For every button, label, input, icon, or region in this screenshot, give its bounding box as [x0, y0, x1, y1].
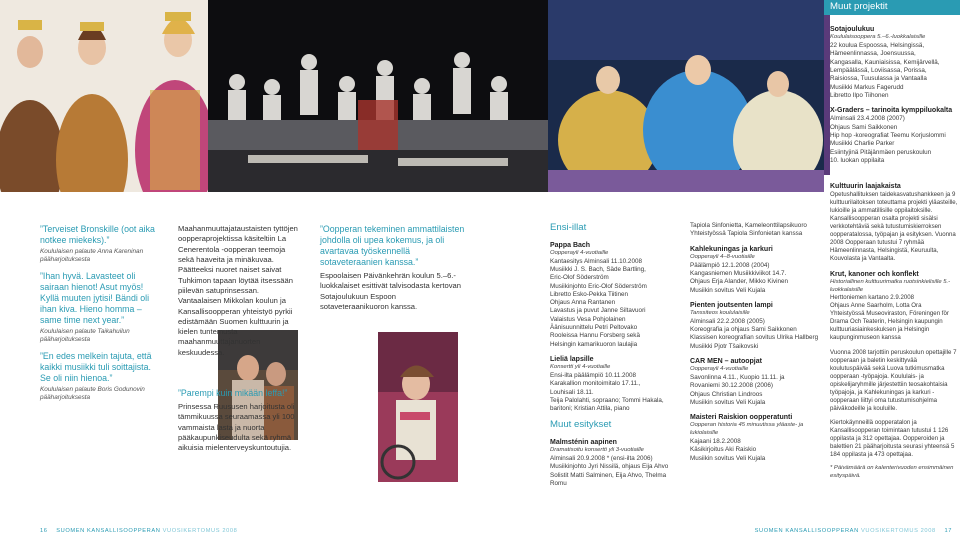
- photo-sleeping-beauty-stage: [548, 0, 824, 192]
- production-details: Tapiola Sinfonietta, Kameleonttilapsikuoro Yhteistyössä Tapiola Sinfonietan kanssa: [690, 222, 807, 238]
- footer-report: VUOSIKERTOMUS 2008: [860, 528, 936, 535]
- production-title: Malmsténin aapinen: [550, 439, 617, 447]
- quote-source: Koululaisen palaute Taikahuilun pääharjoituksesta: [40, 327, 130, 344]
- ensi-illat-heading: Ensi-illat: [550, 222, 587, 233]
- production-title: Pienten joutsenten lampi: [690, 301, 773, 309]
- production-title: Maisteri Raiskion oopperatunti: [690, 414, 793, 422]
- photo-stage-chorus: [208, 0, 548, 192]
- page-number: 17: [944, 528, 952, 535]
- production-subtitle: Tanssiteos koululaisille: [690, 310, 750, 317]
- production-lieliä-lapsille: [550, 355, 680, 414]
- project-teacher-training: [830, 349, 958, 413]
- left-footer: [40, 528, 237, 536]
- project-subtitle: Koululaisooppera 5.–6.-luokkalaisille: [830, 34, 926, 41]
- veterans-column: [320, 224, 466, 312]
- cinderella-text-column: [178, 224, 300, 358]
- quote-1: [40, 224, 164, 265]
- footer-report: VUOSIKERTOMUS 2008: [162, 528, 238, 535]
- project-title: X-Graders – tarinoita kymppiluokalta: [830, 107, 953, 115]
- banner-muut-projektit: [824, 0, 960, 15]
- production-details: Alminsali 22.2.2008 (2005) Koreografia ja ohjaus Sami Saikkonen Klassisen koreografian sovitus Ulrika Hallberg Musiikki Pjotr Tšaikovski: [690, 317, 819, 350]
- production-pappa-bach: [550, 241, 680, 349]
- project-sotajoulukuu: [830, 25, 956, 100]
- production-details: Savonlinna 4.11., Kuopio 11.11. ja Rovaniemi 30.12.2008 (2006) Ohjaus Christian Lindroos Musiikin sovitus Veli Kujala: [690, 374, 785, 406]
- production-details: Kantaesitys Alminsali 11.10.2008 Musiikki J. S. Bach, Säde Bartling, Eric-Olof Söderström Musiikinjohto Eric-Olof Söderström Libretto Esko-Pekka Tiitinen Ohjaus Anna Rantanen Lavastus ja puvut Janne Siltavuori Valaistus Vesa Pohjolainen Äänisuunnittelu Petri Peltovako Rooleissa Hannu Forsberg sekä Helsingin kamarikuoron laulajia: [550, 257, 647, 348]
- projects-col-bottom: [830, 182, 958, 480]
- production-title: Kahlekuningas ja karkuri: [690, 245, 773, 253]
- project-title: Sotajoulukuu: [830, 26, 875, 33]
- production-details: Alminsali 20.9.2008 * (ensi-ilta 2006) Musiikinjohto Jyri Nissilä, ohjaus Eija Ahvo Solistit Matti Salminen, Eija Ahvo, Thelma Romu: [550, 455, 669, 487]
- project-details: Opetushallituksen taidekasvatushankkeen ja 9 kulttuurilaitoksen toteuttama projekti yläasteille, lukioille ja ammatillisille oppilaitoksille. Kansallisoopperan osalta projekti sisälsi verkkotehtäviä sekä tutustumiskierroksen oopperatalossa, työpajan ja esityksen. Vuonna 2008 Oopperaan tutustui 7 ryhmää Hämeenlinnasta, Helsingistä, Keuruulta, Kouvolasta ja Vantaalta.: [830, 191, 958, 263]
- production-oopperatunti: [690, 413, 820, 463]
- production-title: Lieliä lapsille: [550, 355, 594, 363]
- production-subtitle: Oopperayli 4-vuotiaille: [550, 249, 609, 256]
- movie-quote: ”Parempi kuin mikään leffa!”: [178, 388, 288, 398]
- footer-publisher: SUOMEN KANSALLISOOPPERAN: [56, 528, 161, 535]
- production-details: Ensi-ilta päälämpiö 10.11.2008 Karakallion monitoimitalo 17.11., Louhisali 18.11. Teija Palolahti, sopraano; Tommi Hakala, baritoni; Kristian Attila, piano: [550, 371, 664, 413]
- project-details: 22 koulua Espoossa, Helsingissä, Hämeenlinnassa, Joensuussa, Kangasalla, Kauniaisissa, Kemijärvellä, Lempäälässä, Loviisassa, Porissa, Raisiossa, Tuusulassa ja Vantaalla Musiikki Markus Fagerudd Libretto Ilpo Tiihonen: [830, 42, 940, 99]
- production-subtitle: Oopperayli 4–8-vuotiaille: [690, 253, 755, 260]
- project-details: Herttoniemen kartano 2.9.2008 Ohjaus Anne Saarholm, Lotta Ora Yhteistyössä Museoviraston, Föreningen för Drama Och Teaterin, Helsingin kaupungin kulttuuriasiainkeskuksen ja Helsingin kaupunginmuseon kanssa: [830, 294, 949, 342]
- quote-source: Koululaisen palaute Anna Kareninan pääharjoituksesta: [40, 247, 144, 264]
- movie-quote-column: [178, 388, 300, 454]
- quote-text: ”En edes melkein tajuta, että kaikki musiikki tuli soittajista. Se oli niin hienoa.”: [40, 350, 152, 383]
- quote-text: ”Terveiset Bronskille (oot aika notkee miekeks).”: [40, 224, 155, 245]
- right-footer: [755, 528, 952, 536]
- quotes-column: [40, 224, 164, 409]
- project-x-graders: [830, 106, 956, 165]
- production-details: Kajaani 18.2.2008 Käsikirjoitus Aki Raiskio Musiikin sovitus Veli Kujala: [690, 438, 766, 462]
- project-laajakaista: [830, 182, 958, 264]
- project-subtitle: Historiallinen kulttuurimatka ruotsinkielisille 5.-luokkalaisille: [830, 278, 951, 293]
- productions-column-2: [690, 222, 820, 469]
- production-subtitle: Konsertti yli 4-vuotiaille: [550, 364, 611, 371]
- production-joutsenten-lampi: [690, 301, 820, 351]
- production-title: Pappa Bach: [550, 241, 591, 249]
- muut-esitykset-heading: Muut esitykset: [550, 419, 612, 431]
- production-subtitle: Oopperayli 4-vuotiaille: [690, 366, 749, 373]
- production-subtitle: Dramatisoitu konsertti yli 3-vuotiaille: [550, 447, 644, 454]
- quote-2: [40, 271, 164, 345]
- footer-publisher: SUOMEN KANSALLISOOPPERAN: [754, 528, 859, 535]
- project-title: Krut, kanoner och konflekt: [830, 270, 919, 278]
- production-title: CAR MEN – autoopjat: [690, 358, 762, 365]
- projects-col-top: [830, 25, 956, 171]
- project-details: Kiertokäynneillä oopperatalon ja Kansallisoopperan toimintaan tutustui 1 126 oppilasta ja 312 opettajaa. Oopperoiden ja balettien 21 pääharjoitusta seurasi yhteensä 5 184 oppilasta ja 473 opettajaa.: [830, 418, 955, 458]
- production-tapiola: [690, 222, 820, 239]
- ensi-illat-column: [550, 222, 680, 494]
- project-details: Alminsali 23.4.2008 (2007) Ohjaus Sami Saikkonen Hip hop -koreografiat Teemu Korjuslommi Musiikki Charlie Parker Esiintyjinä Pitäjänmäen peruskoulun 10. luokan oppilaita: [830, 115, 946, 164]
- quote-3: [40, 351, 164, 403]
- project-title: Kulttuurin laajakaista: [830, 183, 901, 190]
- production-malmstenin-aapinen: [550, 438, 680, 488]
- production-kahlekuningas: [690, 245, 820, 295]
- sleeping-beauty-paragraph: Prinsessa Ruususen harjoitusta oli tämmikuussa seuraamassa yli 100 vammaista lasta ja nuorta pääkaupunkiseudulta sekä ryhmä aikuisia mielenterveyskuntoutujia.: [178, 401, 295, 453]
- quote-source: Koululaisen palaute Boris Godunovin pääharjoituksesta: [40, 385, 145, 402]
- veterans-quote: ”Oopperan tekeminen ammattilaisten johdolla oli upea kokemus, ja oli avartavaa työskennellä sotaveteraanien kanssa.”: [320, 224, 465, 267]
- veterans-paragraph: Espoolaisen Päivänkehrän koulun 5.–6.-luokkalaiset esittivät talvisodasta kertovan Sotajoulukuun Espoon sotaveteraanikuoron kanssa.: [320, 270, 461, 311]
- production-details: Päälämpiö 12.1.2008 (2004) Kangasniemen Musiikkiviikot 14.7. Ohjaus Erja Alander, Mikko Kivinen Musiikin sovitus Veli Kujala: [690, 261, 789, 294]
- production-car-men: [690, 357, 820, 407]
- page-number: 16: [40, 528, 48, 535]
- banner-title: Muut projektit: [830, 1, 888, 12]
- photo-costumed-girls: [0, 0, 208, 192]
- quote-text: ”Ihan hyvä. Lavasteet oli sairaan hienot! Asut myös! Kyllä muuten jytisi! Bändi oli ihan kiva. Hieno homma – same time next year.”: [40, 270, 150, 325]
- cinderella-paragraph: Maahanmuuttajataustaisten tyttöjen oopperaprojektissa käsiteltiin La Cenerentola -oopperan teemoja sekä haaveita ja minäkuvaa. Päätteeksi nuoret naiset saivat Tuhkimon tapaan löytää itsessään piilevän satuprinsessan. Vantaalaisen Mikkolan koulun ja Kansallisoopperan yhteistyö pyrkii edistämään Suomen kulttuurin ja kielen tuntemusta maahanmuuttajanuorten keskuudessa.: [178, 224, 298, 357]
- project-krut-kanoner: [830, 270, 958, 343]
- production-subtitle: Oopperan historia 45 minuutissa yläaste- ja lukiolaisille: [690, 422, 804, 437]
- project-details: Vuonna 2008 tarjottiin peruskoulun opettajille 7 oopperaan ja baletin keskittyvää koulutuspäivää sekä Luova tutkimusmatka oopperaan -työpajoja. Koululais- ja opiskelijaryhmille järjestettiin teosakohtaisia työpajoja, ja Kahlekuningas ja karkuri -oopperaan liittyi oma tutustumisohjelma päiväkodeille ja kouluille.: [830, 348, 957, 412]
- photo-child-wheelchair: [378, 332, 458, 482]
- project-tours: [830, 419, 958, 459]
- footnote: * Päivämäärä on kalenterivuoden ensimmäinen esityspäivä.: [830, 464, 954, 479]
